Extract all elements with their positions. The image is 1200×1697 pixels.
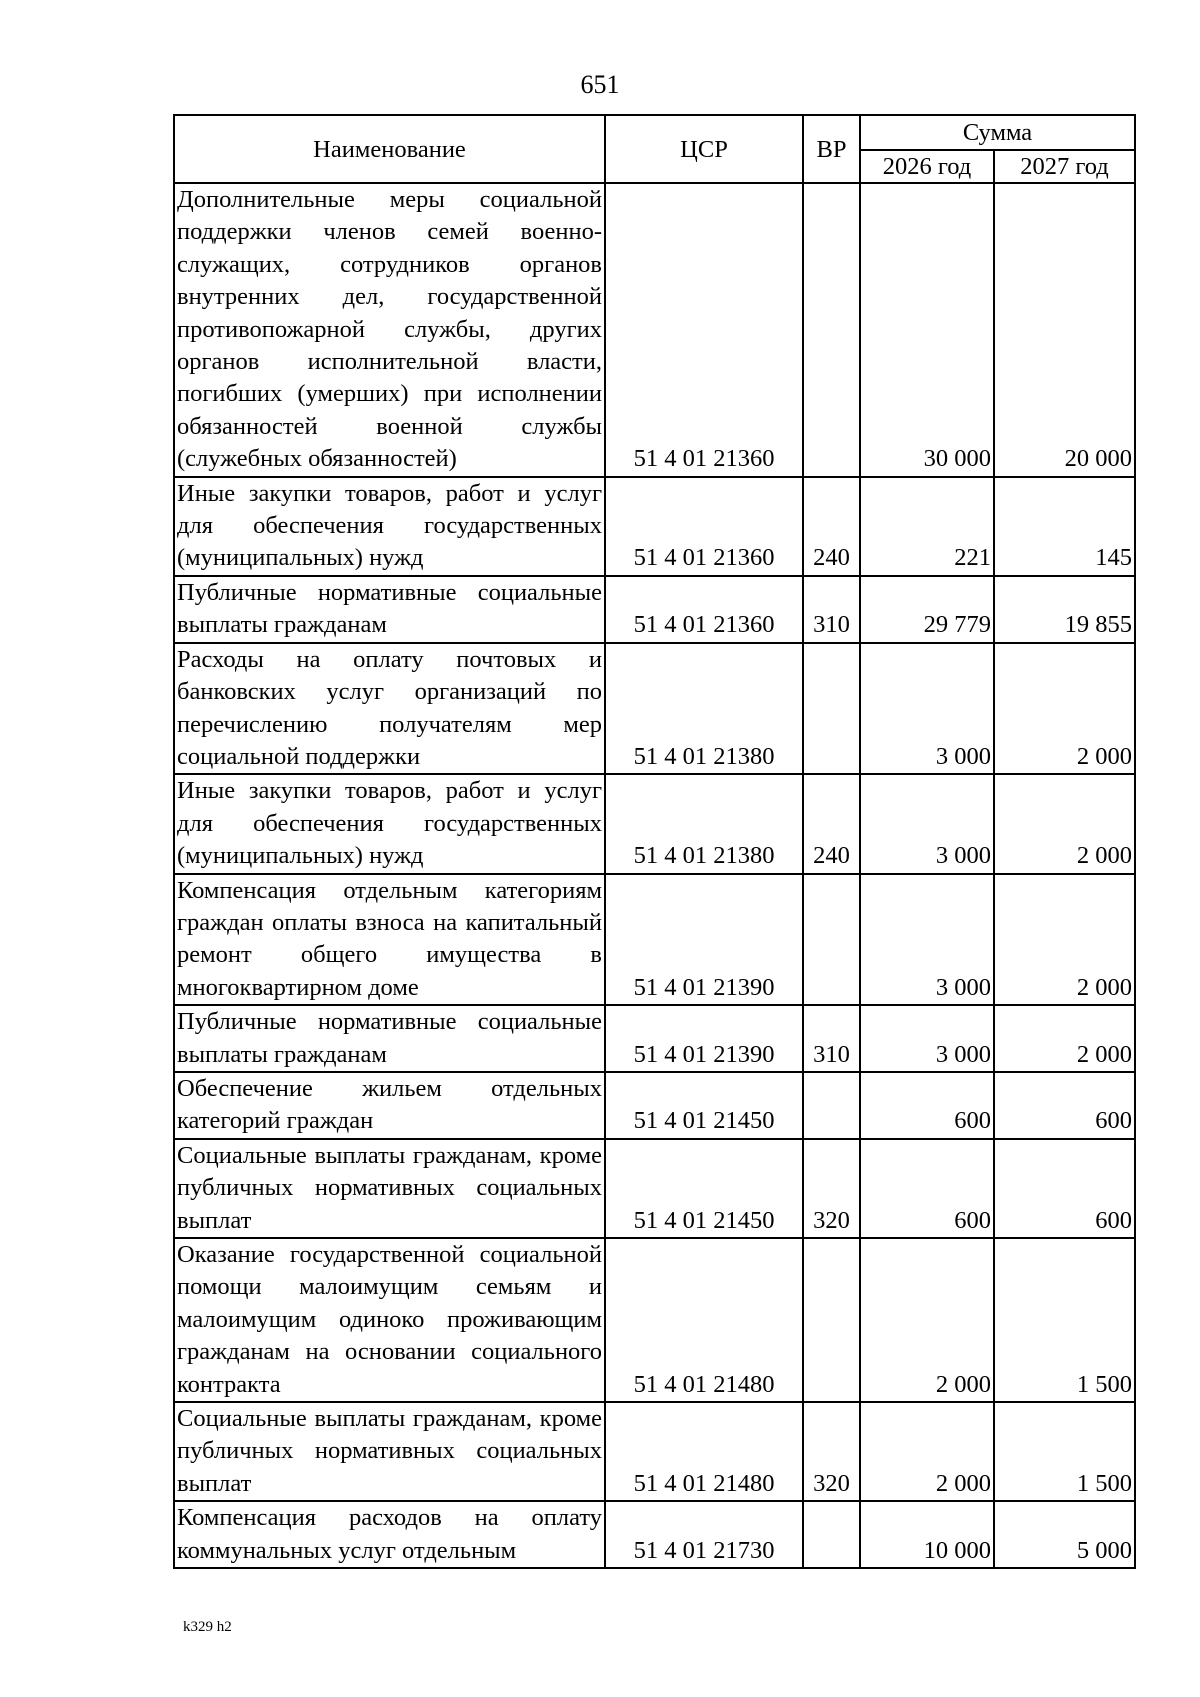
header-sum: Сумма [860, 115, 1135, 150]
header-name: Наименование [174, 115, 605, 183]
page-number: 651 [580, 70, 620, 99]
row-name-cell: Обеспечение жильем отдельных категорий граждан [174, 1072, 605, 1139]
row-name-cell: Иные закупки товаров, работ и услуг для обеспечения государственных (муниципальных) нужд [174, 477, 605, 576]
row-csr-cell: 51 4 01 21360 [605, 183, 803, 477]
row-vr-cell: 310 [803, 576, 860, 643]
row-csr-cell: 51 4 01 21360 [605, 576, 803, 643]
table-row [174, 1402, 1135, 1501]
row-name-cell: Иные закупки товаров, работ и услуг для обеспечения государственных (муниципальных) нужд [174, 774, 605, 873]
row-csr-cell: 51 4 01 21450 [605, 1139, 803, 1238]
header-csr: ЦСР [605, 115, 803, 183]
row-csr-cell: 51 4 01 21380 [605, 643, 803, 775]
row-amount-2026-cell: 3 000 [860, 774, 994, 873]
row-amount-2027-cell: 600 [994, 1072, 1135, 1139]
header-vr: ВР [803, 115, 860, 183]
row-csr-cell: 51 4 01 21450 [605, 1072, 803, 1139]
row-vr-cell [803, 183, 860, 477]
footer-code: k329 h2 [183, 1619, 232, 1635]
row-amount-2027-cell: 145 [994, 477, 1135, 576]
table-row [174, 576, 1135, 643]
row-amount-2027-cell: 2 000 [994, 1005, 1135, 1072]
row-amount-2027-cell: 600 [994, 1139, 1135, 1238]
row-amount-2026-cell: 600 [860, 1139, 994, 1238]
row-amount-2026-cell: 2 000 [860, 1402, 994, 1501]
row-amount-2026-cell: 600 [860, 1072, 994, 1139]
row-amount-2026-cell: 2 000 [860, 1238, 994, 1402]
row-vr-cell [803, 1072, 860, 1139]
row-csr-cell: 51 4 01 21480 [605, 1238, 803, 1402]
row-csr-cell: 51 4 01 21730 [605, 1501, 803, 1568]
row-amount-2027-cell: 19 855 [994, 576, 1135, 643]
table-row [174, 1238, 1135, 1402]
row-amount-2026-cell: 30 000 [860, 183, 994, 477]
row-name-cell: Социальные выплаты гражданам, кроме публичных нормативных социальных выплат [174, 1139, 605, 1238]
row-name-cell: Оказание государственной социальной помощи малоимущим семьям и малоимущим одиноко проживающим гражданам на основании социального контракта [174, 1238, 605, 1402]
row-csr-cell: 51 4 01 21360 [605, 477, 803, 576]
row-csr-cell: 51 4 01 21390 [605, 1005, 803, 1072]
row-amount-2027-cell: 5 000 [994, 1501, 1135, 1568]
row-csr-cell: 51 4 01 21390 [605, 874, 803, 1006]
row-amount-2026-cell: 3 000 [860, 1005, 994, 1072]
row-vr-cell [803, 874, 860, 1006]
row-name-cell: Дополнительные меры социальной поддержки членов семей военно-служащих, сотрудников органов внутренних дел, государственной противопожарной службы, других органов исполнительной власти, погибших (умерших) при исполнении обязанностей военной службы (служебных обязанностей) [174, 183, 605, 477]
row-amount-2027-cell: 20 000 [994, 183, 1135, 477]
row-name-cell: Публичные нормативные социальные выплаты гражданам [174, 576, 605, 643]
row-vr-cell: 320 [803, 1402, 860, 1501]
row-vr-cell [803, 1501, 860, 1568]
table-row [174, 477, 1135, 576]
table-row [174, 643, 1135, 775]
header-year-2026: 2026 год [860, 150, 994, 183]
row-vr-cell: 240 [803, 477, 860, 576]
row-amount-2026-cell: 3 000 [860, 874, 994, 1006]
row-amount-2026-cell: 3 000 [860, 643, 994, 775]
row-name-cell: Компенсация отдельным категориям граждан оплаты взноса на капитальный ремонт общего имущества в многоквартирном доме [174, 874, 605, 1006]
table-row [174, 1005, 1135, 1072]
row-vr-cell: 320 [803, 1139, 860, 1238]
header-year-2027: 2027 год [994, 150, 1135, 183]
row-vr-cell [803, 643, 860, 775]
row-amount-2026-cell: 10 000 [860, 1501, 994, 1568]
row-vr-cell: 240 [803, 774, 860, 873]
row-name-cell: Социальные выплаты гражданам, кроме публичных нормативных социальных выплат [174, 1402, 605, 1501]
row-name-cell: Расходы на оплату почтовых и банковских услуг организаций по перечислению получателям мер социальной поддержки [174, 643, 605, 775]
row-name-cell: Компенсация расходов на оплату коммунальных услуг отдельным [174, 1501, 605, 1568]
budget-table [173, 114, 1136, 1569]
table-row [174, 1139, 1135, 1238]
row-amount-2026-cell: 221 [860, 477, 994, 576]
row-name-cell: Публичные нормативные социальные выплаты гражданам [174, 1005, 605, 1072]
row-amount-2027-cell: 1 500 [994, 1238, 1135, 1402]
row-amount-2027-cell: 2 000 [994, 874, 1135, 1006]
table-row [174, 1072, 1135, 1139]
table-row [174, 874, 1135, 1006]
row-amount-2027-cell: 1 500 [994, 1402, 1135, 1501]
table-row [174, 1501, 1135, 1568]
table-body [174, 183, 1135, 1568]
row-csr-cell: 51 4 01 21380 [605, 774, 803, 873]
table-row [174, 183, 1135, 477]
table-row [174, 774, 1135, 873]
row-vr-cell: 310 [803, 1005, 860, 1072]
row-csr-cell: 51 4 01 21480 [605, 1402, 803, 1501]
row-amount-2027-cell: 2 000 [994, 643, 1135, 775]
row-amount-2027-cell: 2 000 [994, 774, 1135, 873]
row-amount-2026-cell: 29 779 [860, 576, 994, 643]
row-vr-cell [803, 1238, 860, 1402]
